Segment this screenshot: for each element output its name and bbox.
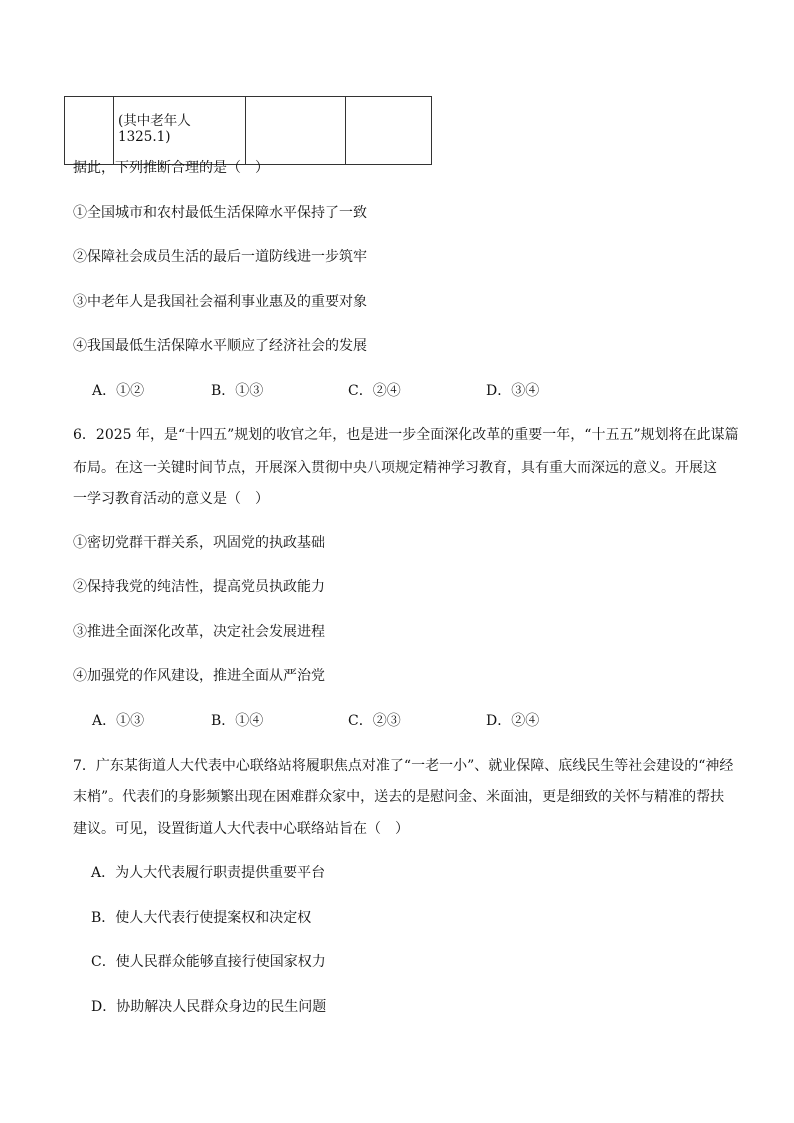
table-cell	[246, 97, 346, 165]
q5-stem: 据此，下列推断合理的是（ ）	[73, 160, 269, 176]
q7-option-b[interactable]: B．使人大代表行使提案权和决定权	[91, 910, 312, 926]
q7-option-d[interactable]: D．协助解决人民群众身边的民生问题	[91, 999, 327, 1015]
q6-statement-3: ③推进全面深化改革，决定社会发展进程	[73, 624, 325, 640]
q5-option-d[interactable]: D．③④	[486, 383, 540, 399]
data-table	[64, 96, 432, 165]
q6-option-c[interactable]: C．②③	[348, 713, 401, 729]
q5-statement-2: ②保障社会成员生活的最后一道防线进一步筑牢	[73, 249, 367, 265]
q6-statement-2: ②保持我党的纯洁性，提高党员执政能力	[73, 579, 325, 595]
q7-stem-line-2: 末梢”。代表们的身影频繁出现在困难群众家中，送去的是慰问金、米面油，更是细致的关怀与精准的帮扶	[73, 789, 725, 805]
q6-statement-1: ①密切党群干群关系，巩固党的执政基础	[73, 535, 325, 551]
q6-stem-line-2: 布局。在这一关键时间节点，开展深入贯彻中央八项规定精神学习教育，具有重大而深远的意义。开展这	[73, 460, 717, 476]
q6-stem-line-3: 一学习教育活动的意义是（ ）	[73, 491, 269, 507]
q5-option-a[interactable]: A．①②	[92, 383, 145, 399]
q7-stem-line-1: 7．广东某街道人大代表中心联络站将履职焦点对准了“一老一小”、就业保障、底线民生等社会建设的“神经	[73, 758, 734, 774]
table-row	[65, 97, 432, 165]
q5-statement-1: ①全国城市和农村最低生活保障水平保持了一致	[73, 205, 367, 221]
q6-stem-line-1: 6．2025 年，是“十四五”规划的收官之年，也是进一步全面深化改革的重要一年，“十五五”规划将在此谋篇	[73, 427, 739, 443]
table-cell	[346, 97, 432, 165]
q7-option-a[interactable]: A．为人大代表履行职责提供重要平台	[91, 865, 326, 881]
table-cell: (其中老年人 1325.1)	[114, 97, 246, 165]
q5-option-c[interactable]: C．②④	[348, 383, 401, 399]
q6-option-b[interactable]: B．①④	[211, 713, 264, 729]
q6-statement-4: ④加强党的作风建设，推进全面从严治党	[73, 668, 325, 684]
q6-option-a[interactable]: A．①③	[92, 713, 145, 729]
q7-option-c[interactable]: C．使人民群众能够直接行使国家权力	[91, 954, 326, 970]
q5-statement-3: ③中老年人是我国社会福利事业惠及的重要对象	[73, 294, 367, 310]
q6-option-d[interactable]: D．②④	[486, 713, 540, 729]
q5-statement-4: ④我国最低生活保障水平顺应了经济社会的发展	[73, 338, 367, 354]
q5-option-b[interactable]: B．①③	[211, 383, 264, 399]
q7-stem-line-3: 建议。可见，设置街道人大代表中心联络站旨在（ ）	[73, 821, 409, 837]
table-cell	[65, 97, 114, 165]
